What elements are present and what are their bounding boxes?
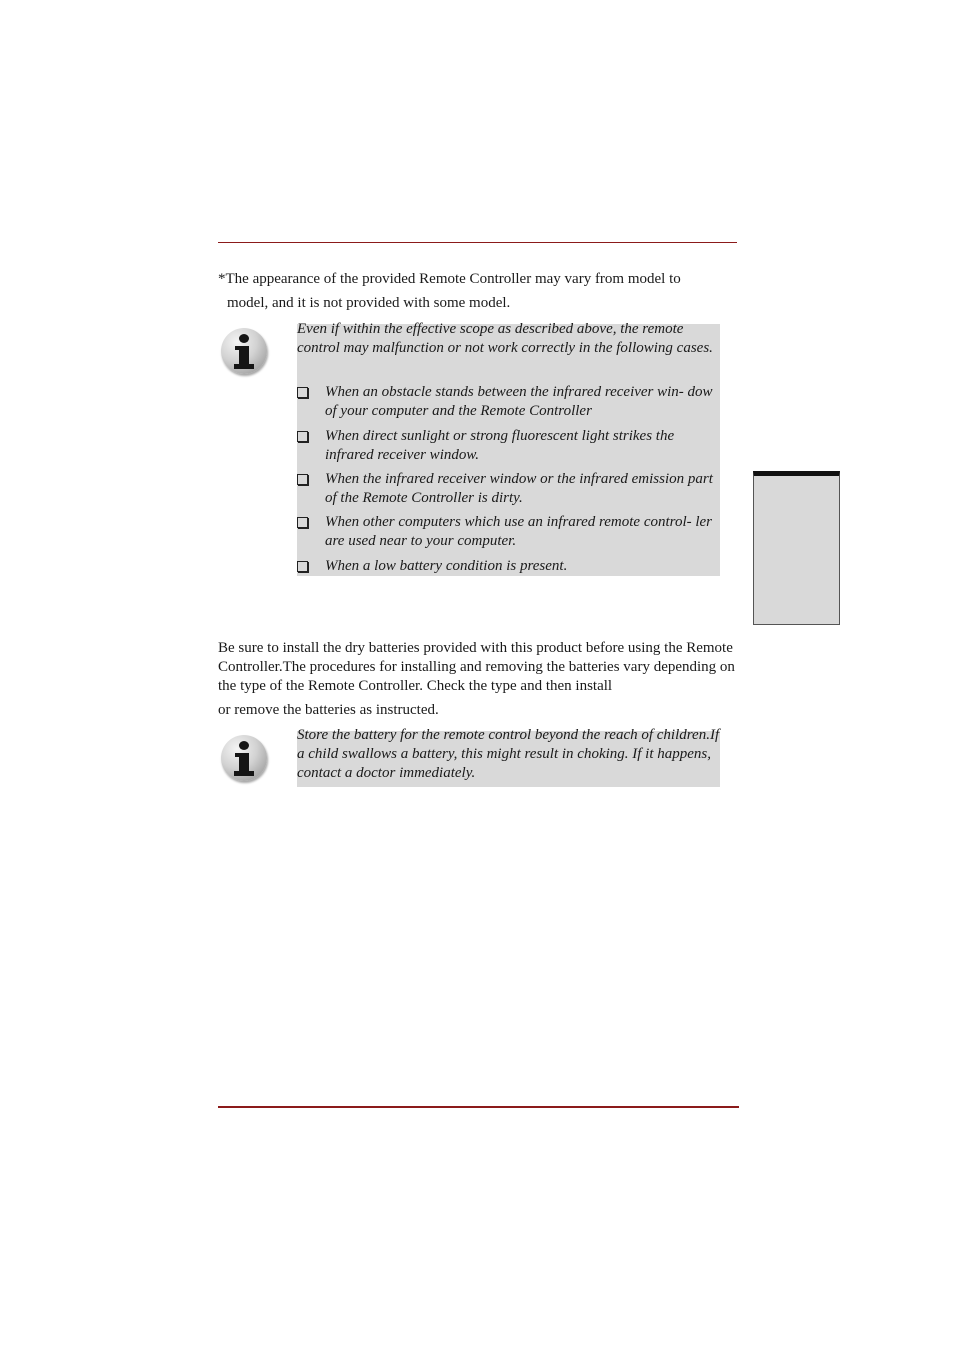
info-icon	[221, 735, 267, 781]
checkbox-bullet-icon	[297, 387, 308, 398]
checkbox-bullet-icon	[297, 561, 308, 572]
chapter-side-tab	[753, 471, 840, 625]
footnote	[218, 270, 738, 313]
paragraph-main: Be sure to install the dry batteries provided with this product before using the Remote Controller.The procedures for installing and removing the batteries vary depending on the type of the Remote Controller. Check the type and then install	[218, 640, 735, 694]
info-icon	[221, 328, 267, 374]
footer-rule	[218, 1106, 739, 1108]
footnote-line-2: model, and it is not provided with some model.	[227, 295, 511, 311]
paragraph-last-line: or remove the batteries as instructed.	[218, 702, 439, 718]
footnote-line-1: *The appearance of the provided Remote Controller may vary from model to	[218, 271, 681, 287]
note-box-remote-malfunction: Even if within the effective scope as described above, the remote control may malfunction or not work correctly in the following cases. When an obstacle stands between the infrared receiver win- dow of your computer and the Remote Controller When direct sunlight or strong fluorescent light strikes the infrared receiver window. When the infrared receiver window or the infrared emission part of the Remote Controller is dirty. When other computers which use an infrared remote control- ler are used near to your computer. When a low battery condition is present.	[297, 324, 720, 576]
header-rule	[218, 242, 737, 243]
note-text: Store the battery for the remote control beyond the reach of children.If a child swallows a battery, this might result in choking. If it happens, contact a doctor immediately.	[297, 727, 720, 781]
battery-install-paragraph	[218, 639, 738, 720]
checkbox-bullet-icon	[297, 431, 308, 442]
checkbox-bullet-icon	[297, 474, 308, 485]
note-box-battery-safety	[297, 727, 720, 787]
note-intro: Even if within the effective scope as described above, the remote control may malfunction or not work correctly in the following cases.	[297, 321, 713, 356]
checkbox-bullet-icon	[297, 517, 308, 528]
